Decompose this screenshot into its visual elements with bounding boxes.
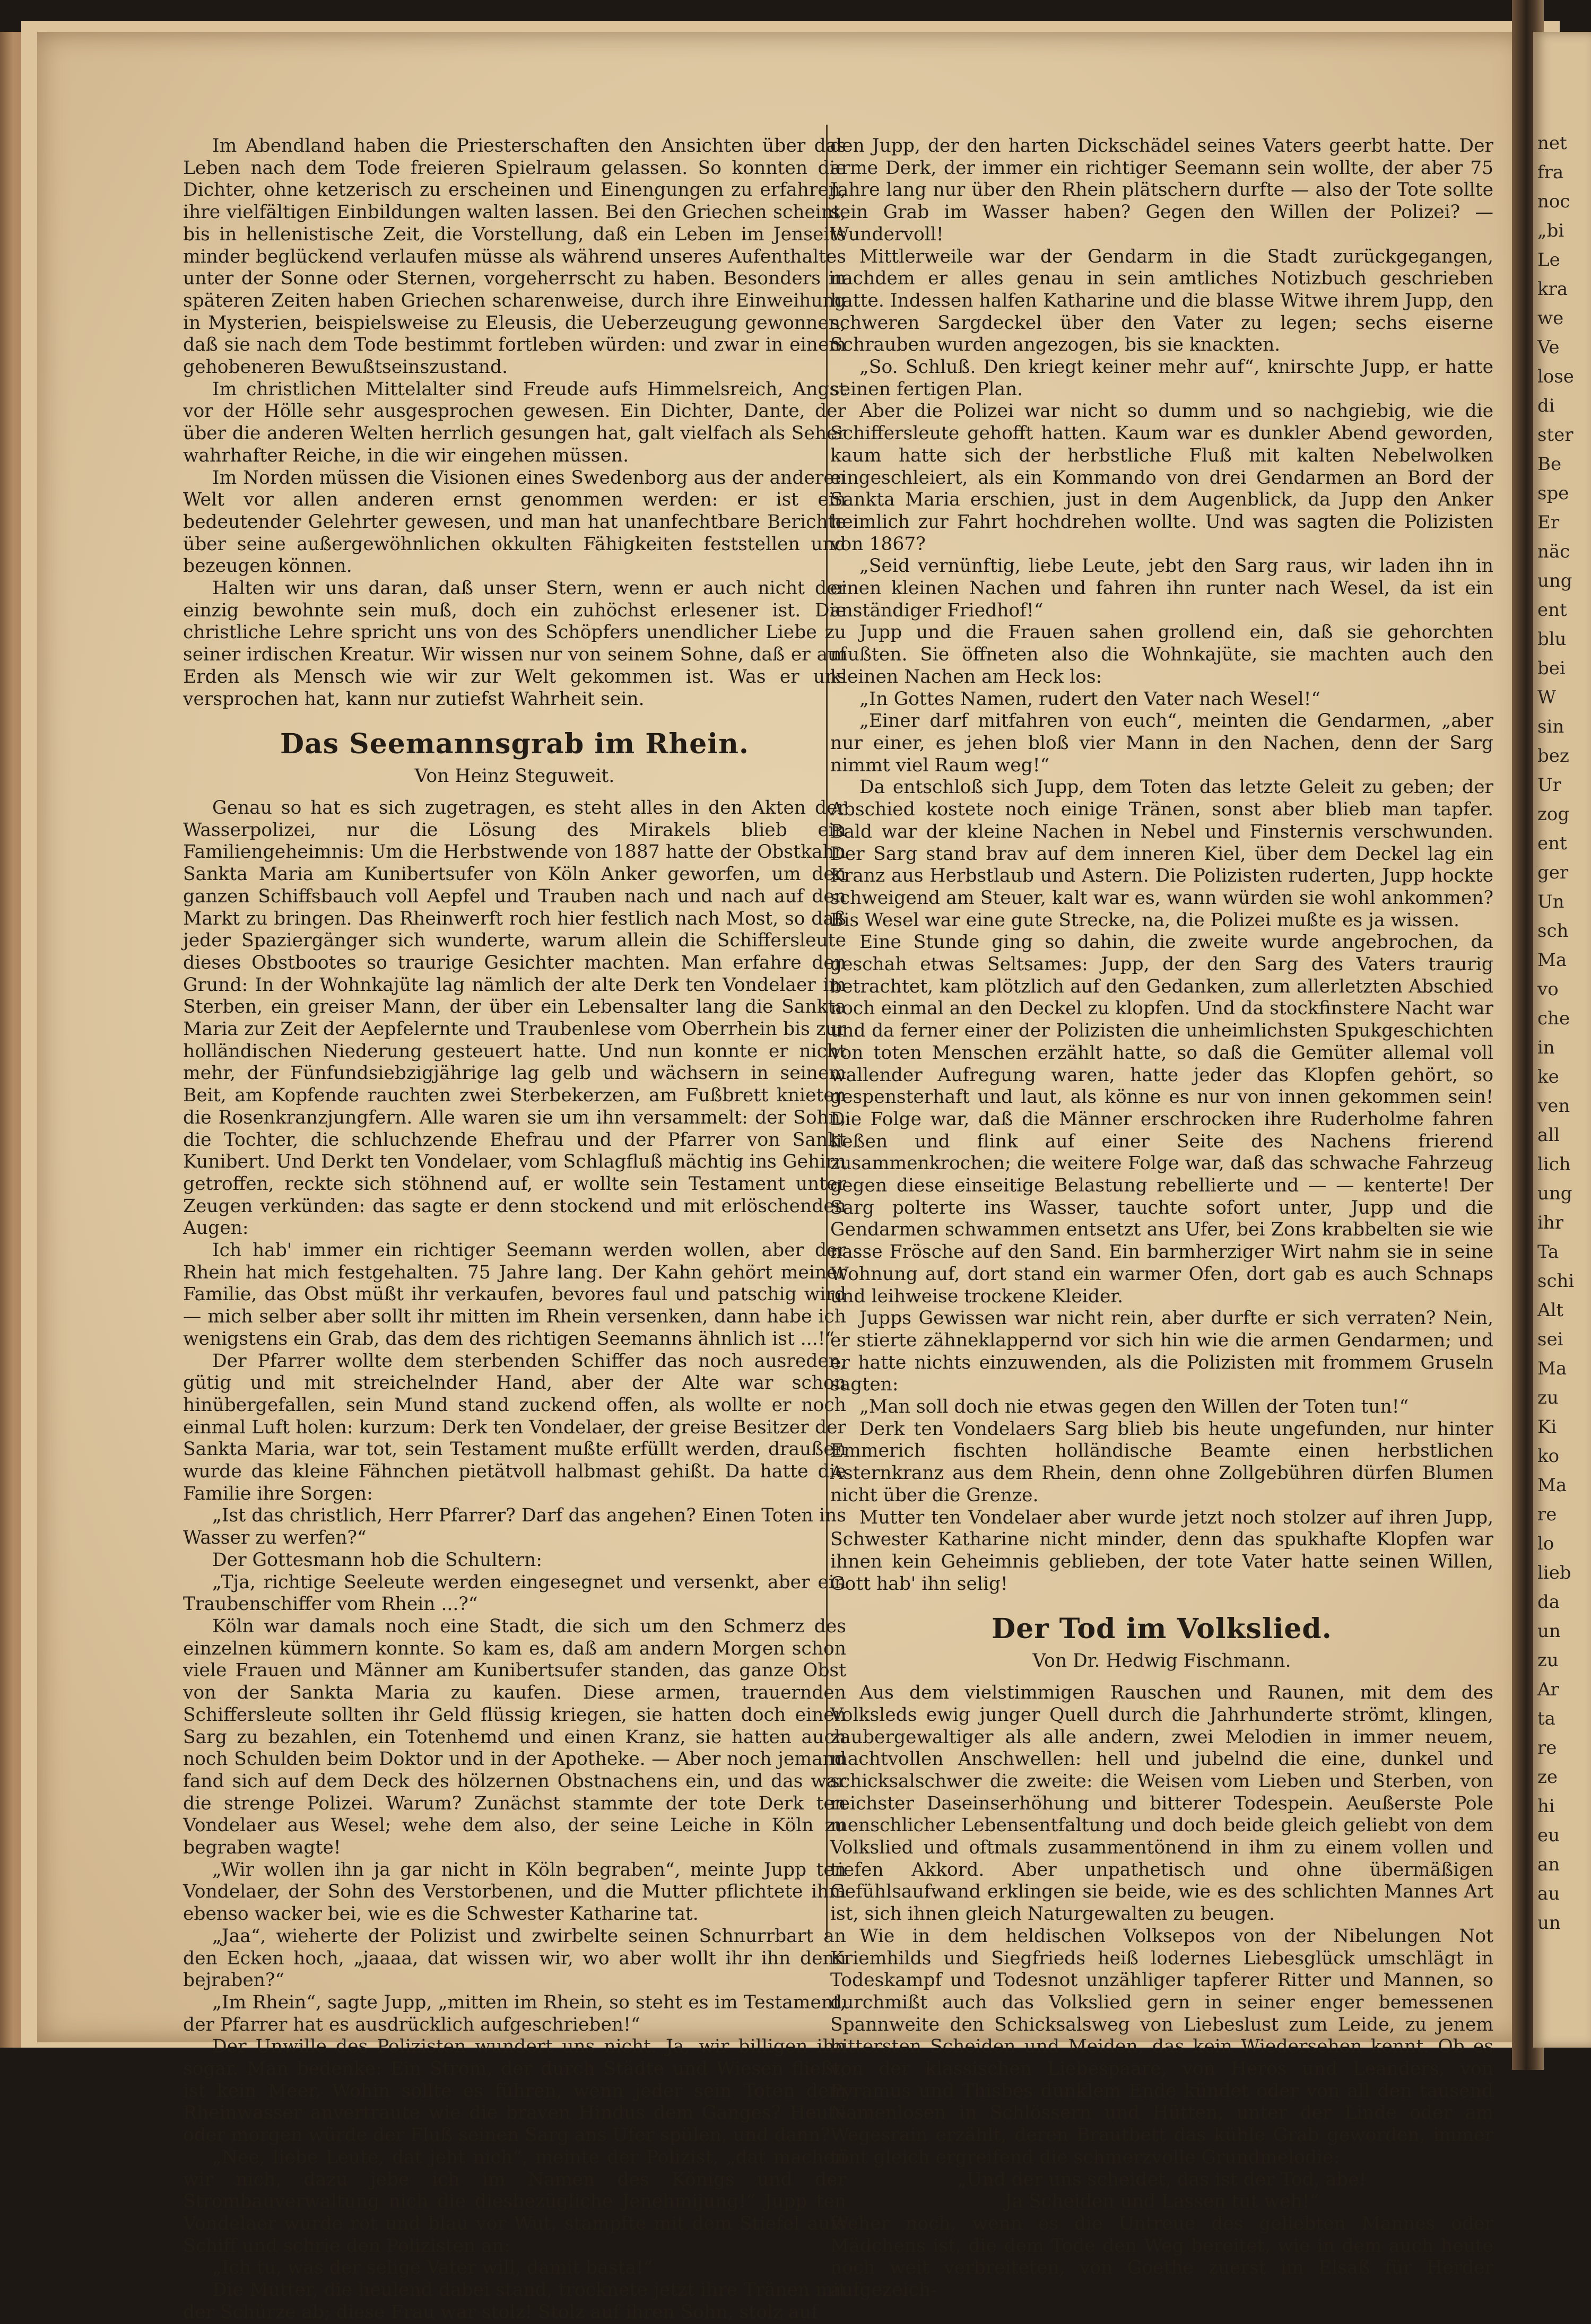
article2-paragraph: „Seid vernünftig, liebe Leute, jebt den Sarg raus, wir laden ihn in einen kleinen Nachen und fahren ihn runter nach Wesel, da ist ein anständiger Friedhof!“: [830, 555, 1493, 621]
next-page-fragment: lo: [1537, 1533, 1554, 1554]
article3-paragraph: Aus dem vielstimmigen Rauschen und Raunen, mit dem des Volksleds ewig junger Quell durch die Jahrhunderte strömt, klingen, zaubergewaltiger als alle andern, zwei Melodien in immer neuem, machtvollen Anschwellen: hell und jubelnd die eine, dunkel und schicksalschwer die zweite: die Weisen vom Lieben und Sterben, von reichster Daseinserhöhung und bitterer Todespein. Aeußerste Pole menschlicher Lebensentfaltung und doch beide gleich geliebt von dem Volkslied und oftmals zusammentönend in ihm zu einem vollen und tiefen Akkord. Aber unpathetisch und ohne übermäßigen Gefühlsaufwand erklingen sie beide, wie es des schlichten Mannes Art ist, sich ihnen gleich Naturgewalten zu beugen.: [830, 1682, 1493, 1925]
article2-paragraph: Die Mutter, die heulend dabei stand, trocknete jetzt ihre Tränen mit der Schürze ab; diese Frau war stolz! Stolz auf ihren Sohn, stolz auf: [183, 2279, 846, 2323]
next-page-fragment: vo: [1537, 979, 1559, 1000]
article2-paragraph: Aber die Polizei war nicht so dumm und so nachgiebig, wie die Schiffersleute gehofft hatten. Kaum war es dunkler Abend geworden, kaum hatte sich der herbstliche Fluß mit kalten Nebelwolken eingeschleiert, als ein Kommando von drei Gendarmen an Bord der Sankta Maria erschien, just in dem Augenblick, da Jupp den Anker heimlich zur Fahrt hochdrehen wollte. Und was sagten die Polizisten von 1867?: [830, 401, 1493, 555]
next-page-fragment: eu: [1537, 1825, 1560, 1846]
article2-paragraph: Jupps Gewissen war nicht rein, aber durfte er sich verraten? Nein, er stierte zähneklappernd vor sich hin wie die armen Gendarmen; und er hatte nichts einzuwenden, als die Polizisten mit frommem Gruseln sagten:: [830, 1308, 1493, 1396]
next-page-fragment: Ar: [1537, 1679, 1559, 1700]
next-page-fragment: ent: [1537, 833, 1567, 854]
next-page-fragment: spe: [1537, 483, 1569, 504]
next-page-fragment: ger: [1537, 862, 1569, 883]
next-page-fragment: ung: [1537, 1183, 1572, 1204]
article1-paragraph: Im Norden müssen die Visionen eines Swedenborg aus der anderen Welt vor allen anderen ernst genommen werden: er ist ein bedeutender Gelehrter gewesen, und man hat unanfechtbare Berichte über seine außergewöhnlichen okkulten Fähigkeiten feststellen und bezeugen können.: [183, 467, 846, 577]
verse-line: Ja Scheiden und Lassen tut weh!“: [1004, 2191, 1319, 2213]
next-page-fragment: sin: [1537, 716, 1564, 737]
next-page-fragment: lich: [1537, 1154, 1571, 1175]
next-page-fragment: di: [1537, 395, 1555, 416]
article2-paragraph: „Ich tu, was der selige Vater will, damit basta!“: [212, 2257, 653, 2279]
article2-paragraph: den Jupp, der den harten Dickschädel seines Vaters geerbt hatte. Der arme Derk, der immer ein richtiger Seemann sein wollte, der aber 75 Jahre lang nur über den Rhein plätschern durfte — also der Tote sollte sein Grab im Wasser haben? Gegen den Willen der Polizei? — Wundervoll!: [830, 135, 1493, 245]
next-page-fragment: Ma: [1537, 1358, 1567, 1379]
next-page-fragment: Ki: [1537, 1416, 1557, 1438]
next-page-fragment: ihr: [1537, 1212, 1564, 1233]
article2-byline: Von Heinz Steguweit.: [414, 765, 615, 787]
next-page-fragment: re: [1537, 1504, 1557, 1525]
article1-paragraph: Im christlichen Mittelalter sind Freude aufs Himmelsreich, Angst vor der Hölle sehr ausgesprochen gewesen. Ein Dichter, Dante, der über die anderen Welten herrlich gesungen hat, galt vielfach als Seher wahrhafter Reiche, in die wir eingehen müssen.: [183, 378, 846, 466]
next-page-fragment: bei: [1537, 658, 1566, 679]
article2-paragraph: Der Pfarrer wollte dem sterbenden Schiffer das noch ausreden, gütig und mit streichelnder Hand, aber der Alte war schon hinübergefallen, sein Mund stand zuckend offen, als wollte er noch einmal Luft holen: kurzum: Derk ten Vondelaer, der greise Besitzer der Sankta Maria, war tot, sein Testament mußte erfüllt werden, draußen wurde das kleine Fähnchen pietätvoll halbmast gehißt. Da hatte die Familie ihre Sorgen:: [183, 1350, 846, 1504]
article2-paragraph: Köln war damals noch eine Stadt, die sich um den Schmerz des einzelnen kümmern konnte. So kam es, daß am andern Morgen schon viele Frauen und Männer am Kunibertsufer standen, das ganze Obst von der Sankta Maria zu kaufen. Diese armen, trauernden Schiffersleute sollten ihr Geld flüssig kriegen, sie hatten doch einen Sarg zu bezahlen, ein Totenhemd und einen Kranz, sie hatten auch noch Schulden beim Doktor und in der Apotheke. — Aber noch jemand fand sich auf dem Deck des hölzernen Obstnachens ein, und das war die strenge Polizei. Warum? Zunächst stammte der tote Derk ten Vondelaer aus Wesel; wehe dem also, der seine Leiche in Köln zu begraben wagte!: [183, 1616, 846, 1859]
next-page-fragment: blu: [1537, 629, 1567, 650]
article2-paragraph: Da entschloß sich Jupp, dem Toten das letzte Geleit zu geben; der Abschied kostete noch einige Tränen, sonst aber blieb man tapfer. Bald war der kleine Nachen in Nebel und Finsternis verschwunden. Der Sarg stand brav auf dem inneren Kiel, über dem Deckel lag ein Kranz aus Herbstlaub und Astern. Die Polizisten ruderten, Jupp hockte schweigend am Steuer, kalt war es, wann würden sie wohl ankommen? Bis Wesel war eine gute Strecke, na, die Polizei mußte es ja wissen.: [830, 777, 1493, 931]
next-page-fragment: ze: [1537, 1766, 1558, 1788]
next-page-fragment: Le: [1537, 249, 1560, 271]
article2-paragraph: „Wir wollen ihn ja gar nicht in Köln begraben“, meinte Jupp ten Vondelaer, der Sohn des Verstorbenen, und die Mutter pflichtete ihm ebenso wacker bei, wie es die Schwester Katharine tat.: [183, 1859, 846, 1925]
next-page-fragment: Ur: [1537, 774, 1561, 796]
next-page-fragment: ster: [1537, 424, 1573, 446]
next-page-fragment: Be: [1537, 454, 1562, 475]
article2-paragraph: „Nee, liebe Leute, dat jeht nich“, meinte der Polizist, „dat machen wir nich, dazu jebe ich im Namen des Königs und der Strombauverwaltung nich die diesbezügliche Jenehmijung!“ Jupp ten Vondelaer wurde rot und blau vor Wut, stampfte mit dem Stiefel aufs Schiff und schrie den Polizisten an:: [183, 2146, 846, 2257]
next-page-fragment: ke: [1537, 1066, 1559, 1087]
next-page-fragment: bez: [1537, 745, 1569, 767]
next-page-fragment: net: [1537, 133, 1567, 154]
next-page-fragment: un: [1537, 1621, 1561, 1642]
article2-paragraph: Jupp und die Frauen sahen grollend ein, daß sie gehorchten mußten. Sie öffneten also die Wohnkajüte, sie machten auch den kleinen Nachen am Heck los:: [830, 622, 1493, 687]
article2-paragraph: Derk ten Vondelaers Sarg blieb bis heute ungefunden, nur hinter Emmerich fischten holländische Beamte einen herbstlichen Asternkranz aus dem Rhein, denn ohne Zollgebühren dürfen Blumen nicht über die Grenze.: [830, 1418, 1493, 1506]
article2-paragraph: Ich hab' immer ein richtiger Seemann werden wollen, aber der Rhein hat mich festgehalten. 75 Jahre lang. Der Kahn gehört meiner Familie, das Obst müßt ihr verkaufen, bevores faul und patschig wird — mich selber aber sollt ihr mitten im Rhein versenken, dann habe ich wenigstens ein Grab, das dem des richtigen Seemanns ähnlich ist ...!“: [183, 1240, 846, 1350]
next-page-fragment: lieb: [1537, 1562, 1571, 1583]
next-page-fragment: hi: [1537, 1796, 1555, 1817]
next-page-fragment: Ve: [1537, 337, 1560, 358]
next-page-fragment: Ta: [1537, 1241, 1559, 1263]
article2-paragraph: Mutter ten Vondelaer aber wurde jetzt noch stolzer auf ihren Jupp, Schwester Katharine nicht minder, denn das spukhafte Klopfen war ihnen kein Geheimnis geblieben, der tote Vater hatte seinen Willen, Gott hab' ihn selig!: [830, 1507, 1493, 1595]
article3-byline: Von Dr. Hedwig Fischmann.: [1032, 1650, 1291, 1672]
article2-paragraph: Genau so hat es sich zugetragen, es steht alles in den Akten der Wasserpolizei, nur die Lösung des Mirakels blieb ein Familiengeheimnis: Um die Herbstwende von 1887 hatte der Obstkahn Sankta Maria am Kunibertsufer von Köln Anker geworfen, um den ganzen Schiffsbauch voll Aepfel und Trauben nach und nach auf den Markt zu bringen. Das Rheinwerft roch hier festlich nach Most, so daß jeder Spaziergänger sich wunderte, warum allein die Schiffersleute dieses Obstbootes so traurige Gesichter machten. Man erfahre den Grund: In der Wohnkajüte lag nämlich der alte Derk ten Vondelaer im Sterben, ein greiser Mann, der über ein Lebensalter lang die Sankta Maria zur Zeit der Aepfelernte und Traubenlese vom Oberrhein bis zur holländischen Niederung gesteuert hatte. Und nun konnte er nicht mehr, der Fünfundsiebzigjährige lag gelb und wächsern in seinem Beit, am Kopfende rauchten zwei Sterbekerzen, am Fußbrett knieten die Rosenkranzjungfern. Alle waren sie um ihn versammelt: der Sohn, die Tochter, die schluchzende Ehefrau und der Pfarrer von Sankt Kunibert. Und Derkt ten Vondelaer, vom Schlagfluß mächtig ins Gehirn getroffen, reckte sich stöhnend auf, er wollte sein Testament unter Zeugen verkünden: das sagte er denn stockend und mit erlöschenden Augen:: [183, 797, 846, 1239]
next-page-fragment: sei: [1537, 1329, 1563, 1350]
next-page-fragment: da: [1537, 1591, 1560, 1613]
next-page-fragment: noc: [1537, 191, 1570, 212]
next-page-fragment: au: [1537, 1883, 1560, 1904]
article2-paragraph: „Ist das christlich, Herr Pfarrer? Darf das angehen? Einen Toten ins Wasser zu werfen?“: [183, 1505, 846, 1549]
article3-closing: Weher noch, wenn es die Untreue des geliebten Mannes oder Mädchens ist, die dem Tode den Weg bereitet, wie in dem auch heute noch weit verbreiteten, von Goethe zuerst im Elsaß für Herder aufgezeich-: [830, 2213, 1493, 2301]
left-column: [183, 135, 846, 2324]
article2-paragraph: „So. Schluß. Den kriegt keiner mehr auf“, knirschte Jupp, er hatte seinen fertigen Plan.: [830, 356, 1493, 400]
next-page-fragment: ung: [1537, 570, 1572, 591]
article2-paragraph: „Einer darf mitfahren von euch“, meinten die Gendarmen, „aber nur einer, es jehen bloß vier Mann in den Nachen, denn der Sarg nimmt viel Raum weg!“: [830, 710, 1493, 776]
article2-paragraph: Der Gottesmann hob die Schultern:: [212, 1549, 542, 1571]
article2-paragraph: „Man soll doch nie etwas gegen den Willen der Toten tun!“: [859, 1396, 1409, 1418]
article2-paragraph: Der Unwille des Polizisten wundert uns nicht. Ja, wir billigen ihn sogar. Man bedenke: Ein Strom, der durch Städte und Wiesen fließt, ist kein Meer. Wohin sollte es führen, wenn jeder sein Toten dem Rheinwasser anvertraute wie die braven Hindus dem Ganges? Heute oder morgen würde der Fluß seinen Sarg ans Ufer spülen, und dann?: [183, 2036, 846, 2146]
article2-headline: Das Seemannsgrab im Rhein.: [280, 728, 750, 761]
next-page-fragment: in: [1537, 1037, 1555, 1058]
next-page-fragment: we: [1537, 308, 1564, 329]
next-page-fragment: Un: [1537, 891, 1564, 912]
verse-line: „Und der uns scheidet, das ist der Tod, abe!: [957, 2169, 1367, 2190]
next-page-fragment: Ma: [1537, 1475, 1567, 1496]
article2-paragraph: Mittlerweile war der Gendarm in die Stadt zurückgegangen, nachdem er alles genau in sein amtliches Notizbuch geschrieben hatte. Indessen halfen Katharine und die blasse Witwe ihrem Jupp, den schweren Sargdeckel über den Vater zu legen; sechs eiserne Schrauben wurden angezogen, bis sie knackten.: [830, 246, 1493, 356]
next-page-edge: [1533, 32, 1591, 2048]
next-page-fragment: ta: [1537, 1708, 1555, 1729]
next-page-fragment: Alt: [1537, 1300, 1564, 1321]
next-page-fragment: re: [1537, 1737, 1557, 1759]
next-page-fragment: Er: [1537, 512, 1560, 533]
right-column: [830, 135, 1493, 2302]
next-page-fragment: zu: [1537, 1650, 1559, 1671]
next-page-fragment: zu: [1537, 1387, 1559, 1408]
next-page-fragment: W: [1537, 687, 1556, 708]
next-page-fragment: ent: [1537, 599, 1567, 621]
article1-paragraph: Im Abendland haben die Priesterschaften den Ansichten über das Leben nach dem Tode freieren Spielraum gelassen. So konnten die Dichter, ohne ketzerisch zu erscheinen und Einengungen zu erfahren, ihre vielfältigen Einbildungen walten lassen. Bei den Griechen scheint, bis in hellenistische Zeit, die Vorstellung, daß ein Leben im Jenseits minder beglückend verlaufen müsse als während unseres Aufenthaltes unter der Sonne oder Sternen, vorgeherrscht zu haben. Besonders in späteren Zeiten haben Griechen scharenweise, durch ihre Einweihung in Mysterien, beispielsweise zu Eleusis, die Ueberzeugung gewonnen, daß sie nach dem Tode bestimmt fortleben würden: und zwar in einem gehobeneren Bewußtseinszustand.: [183, 135, 846, 378]
next-page-fragment: „bi: [1537, 220, 1564, 241]
next-page-fragment: näc: [1537, 541, 1570, 562]
article2-paragraph: „Tja, richtige Seeleute werden eingesegnet und versenkt, aber ein Traubenschiffer vom Rhein ...?“: [183, 1571, 846, 1615]
next-page-fragment: an: [1537, 1854, 1560, 1875]
article3-paragraph: Wie in dem heldischen Volksepos von der Nibelungen Not Kriemhilds und Siegfrieds heiß lodernes Liebesglück umschlägt in Todeskampf und Todesnot unzähliger tapferer Ritter und Mannen, so durchmißt auch das Volkslied gern in seiner enger bemessenen Spannweite den Schicksalsweg von Liebeslust zum Leide, zu jenem bittersten Scheiden und Meiden, das kein Wiedersehen kennt. Ob es von der klassischen Liebespaare, von Heros und Leanders, von Pyramus und Thisbes dunklem Ende kündet oder von all den tausend Namenlosen in Schlössern und Hütten, unter der Linde oder am Wegesrain erzählt, deren Brautbett das kühle Grab geworden, immer tönt gleich ergreifend die schmerzvolle Grundmelodie:: [830, 1925, 1493, 2168]
article1-paragraph: Halten wir uns daran, daß unser Stern, wenn er auch nicht der einzig bewohnte sein muß, doch ein zuhöchst erlesener ist. Die christliche Lehre spricht uns von des Schöpfers unendlicher Liebe zu seiner irdischen Kreatur. Wir wissen nur von seinem Sohne, daß er auf Erden als Mensch wie wir zur Welt gekommen ist. Was er uns versprochen hat, kann nur zutiefst Wahrheit sein.: [183, 578, 846, 710]
article2-paragraph: „In Gottes Namen, rudert den Vater nach Wesel!“: [859, 688, 1321, 710]
article2-paragraph: „Im Rhein“, sagte Jupp, „mitten im Rhein, so steht es im Testament, der Pfarrer hat es ausdrücklich aufgeschrieben!“: [183, 1991, 846, 2035]
next-page-fragment: ko: [1537, 1446, 1560, 1467]
article3-headline: Der Tod im Volkslied.: [992, 1613, 1332, 1646]
next-page-fragment: sch: [1537, 920, 1569, 942]
next-page-fragment: un: [1537, 1912, 1561, 1934]
article2-paragraph: „Jaa“, wieherte der Polizist und zwirbelte seinen Schnurrbart an den Ecken hoch, „jaaaa, dat wissen wir, wo aber wollt ihr ihn denn bejraben?“: [183, 1925, 846, 1991]
next-page-fragment: schi: [1537, 1270, 1575, 1292]
next-page-fragment: fra: [1537, 162, 1564, 183]
next-page-fragment: lose: [1537, 366, 1574, 387]
next-page-fragment: ven: [1537, 1095, 1570, 1117]
next-page-fragment: che: [1537, 1008, 1570, 1029]
article2-paragraph: Eine Stunde ging so dahin, die zweite wurde angebrochen, da geschah etwas Seltsames: Jupp, der den Sarg des Vaters traurig betrachtet, kam plötzlich auf den Gedanken, zum allerletzten Abschied noch einmal an den Deckel zu klopfen. Und da stockfinstere Nacht war und da ferner einer der Polizisten die unheimlichsten Spukgeschichten von toten Menschen erzählt hatte, so daß die Gemüter allemal voll wallender Aufregung waren, hatte jeder das Klopfen gehört, so gespensterhaft und laut, als könne es nur von innen gekommen sein! Die Folge war, daß die Männer erschrocken ihre Ruderholme fahren ließen und flink auf einer Seite des Nachens frierend zusammenkrochen; die weitere Folge war, daß das schwache Fahrzeug gegen diese einseitige Belastung rebellierte und — — kenterte! Der Sarg polterte ins Wasser, tauchte sofort unter, Jupp und die Gendarmen schwammen entsetzt ans Ufer, bei Zons krabbelten sie wie nasse Frösche auf den Sand. Ein barmherziger Wirt nahm sie in seine Wohnung auf, dort stand ein warmer Ofen, dort gab es auch Schnaps und leihweise trockene Kleider.: [830, 932, 1493, 1307]
next-page-fragment: Ma: [1537, 950, 1567, 971]
next-page-fragment: zog: [1537, 804, 1570, 825]
next-page-fragment: all: [1537, 1125, 1560, 1146]
next-page-fragment: kra: [1537, 278, 1568, 300]
